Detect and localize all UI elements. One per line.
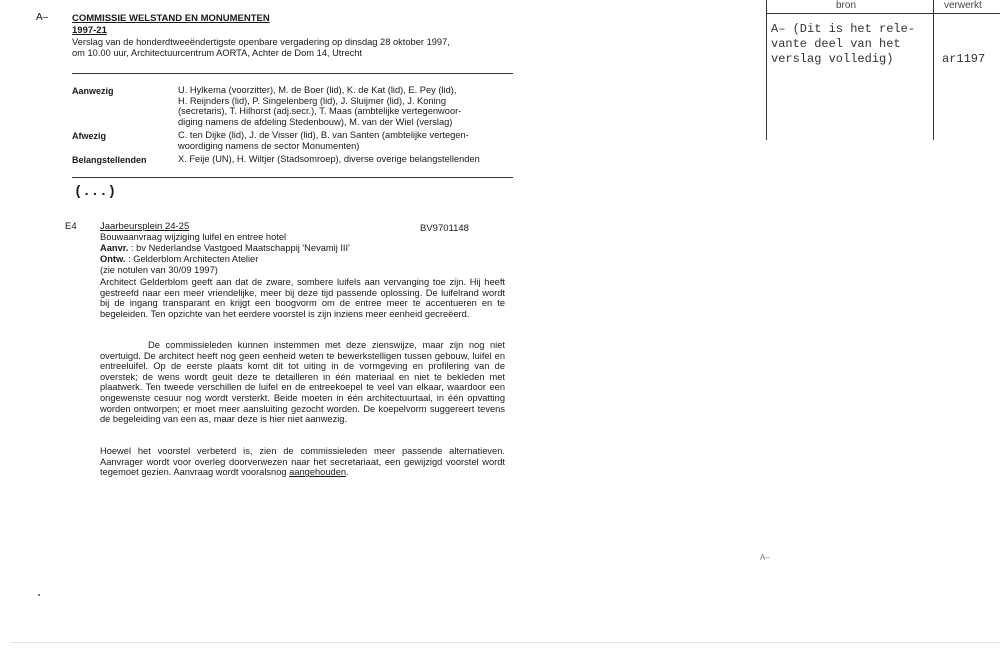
present-line: diging namens de afdeling Stedenbouw), M. van der Wiel (verslag) bbox=[178, 116, 453, 127]
item-subject: Bouwaanvraag wijziging luifel en entree hotel bbox=[100, 232, 287, 242]
item-designer bbox=[100, 254, 258, 264]
meeting-line-1: Verslag van de honderdtweeëndertigste openbare vergadering op dinsdag 28 oktober 1997, bbox=[72, 37, 450, 47]
item-code: E4 bbox=[65, 221, 77, 232]
table-header-rule bbox=[766, 13, 1000, 14]
applicant-label: Aanvr. bbox=[100, 243, 129, 253]
source-note-line: vante deel van het bbox=[771, 37, 901, 51]
table-left-border bbox=[766, 0, 767, 140]
present-list bbox=[178, 85, 461, 127]
source-note-line: A– (Dit is het rele- bbox=[771, 22, 916, 36]
stray-margin-mark: A– bbox=[760, 553, 770, 562]
present-line: (secretaris), T. Hilhorst (adj.secr.), T. Maas (ambtelijke vertegenwoor- bbox=[178, 106, 462, 117]
source-note-line: verslag volledig) bbox=[771, 52, 894, 66]
table-header-verwerkt: verwerkt bbox=[944, 0, 982, 11]
paragraph-text: Architect Gelderblom geeft aan dat de zware, sombere luifels aan vervanging toe zijn. Hij heeft gestreefd naar een meer vriendelijke, meer bij deze tijd passende oplossing. De luifelrand wordt bij de ingang transparant en krijgt een boogvorm om de entree meer te accentueren en te begeleiden. Ten opzichte van het eerdere voorstel is zijn inziens meer eenheid gecreëerd. bbox=[100, 277, 505, 319]
table-header-bron: bron bbox=[836, 0, 857, 11]
stakeholders-list bbox=[178, 154, 480, 165]
designer-value: : Gelderblom Architecten Atelier bbox=[125, 254, 259, 264]
item-paragraph-3 bbox=[100, 446, 505, 478]
scan-speck bbox=[38, 594, 40, 596]
paragraph-tail: . bbox=[346, 467, 349, 478]
absent-line: woordiging namens de sector Monumenten) bbox=[178, 140, 360, 151]
item-applicant bbox=[100, 243, 350, 253]
meeting-line-2: om 10.00 uur, Architectuurcentrum AORTA, Achter de Dom 14, Utrecht bbox=[72, 48, 363, 58]
present-line: U. Hylkema (voorzitter), M. de Boer (lid), K. de Kat (lid), E. Pey (lid), bbox=[178, 85, 457, 95]
designer-label: Ontw. bbox=[100, 254, 126, 264]
item-address: Jaarbeursplein 24-25 bbox=[100, 221, 190, 232]
decision-word: aangehouden bbox=[289, 467, 347, 478]
item-paragraph-2 bbox=[100, 340, 505, 425]
absent-line: C. ten Dijke (lid), J. de Visser (lid), B. van Santen (ambtelijke vertegen- bbox=[178, 130, 469, 140]
ellipsis-mark: (...) bbox=[74, 184, 117, 200]
paragraph-main: Hoewel het voorstel verbeterd is, zien de commissieleden meer passende alternatieven. Aanvrager wordt voor overleg doorverwezen naar het secretariaat, een gewijzigd voorstel wordt tegemoet gezien. Aanvraag wordt vooralsnog bbox=[100, 446, 505, 478]
item-note: (zie notulen van 30/09 1997) bbox=[100, 265, 218, 275]
item-paragraph-1 bbox=[100, 277, 505, 319]
source-note bbox=[771, 22, 915, 67]
attendance-divider bbox=[72, 177, 513, 178]
item-reference: BV9701148 bbox=[420, 223, 469, 234]
stakeholders-line: X. Feije (UN), H. Wiltjer (Stadsomroep), diverse overige belangstellenden bbox=[178, 154, 480, 164]
header-divider bbox=[72, 73, 513, 74]
paragraph-text bbox=[100, 446, 505, 478]
meeting-number: 1997-21 bbox=[72, 25, 107, 36]
paragraph-text: De commissieleden kunnen instemmen met deze zienswijze, maar zijn nog niet overtuigd. De architect heeft nog geen eenheid weten te bewerkstelligen tussen gebouw, luifel en entreeluifel. Op de eerste plaats komt dit tot uiting in de vormgeving en profilering van de overstek; de wens wordt geuit deze te detailleren in één materiaal en niet te bekleden met plaatwerk. Ten tweede verschillen de luifel en de entreekoepel te veel van elkaar, waardoor een ongewenste cesuur nog wordt versterkt. Beide moeten in één architectuurtaal, in één opvatting worden ontworpen; er moet meer aansluiting gezocht worden. De koepelvorm suggereert tevens de begeleiding van een as, maar deze is hier niet aanwezig. bbox=[100, 340, 505, 425]
present-line: H. Reijnders (lid), P. Singelenberg (lid), J. Sluijmer (lid), J. Koning bbox=[178, 95, 446, 106]
table-col-divider bbox=[933, 0, 934, 140]
margin-mark: A– bbox=[36, 12, 49, 23]
stakeholders-label: Belangstellenden bbox=[72, 155, 147, 165]
applicant-value: : bv Nederlandse Vastgoed Maatschappij 'Nevamij III' bbox=[128, 243, 350, 253]
page-bottom-edge bbox=[10, 642, 1000, 643]
absent-list bbox=[178, 130, 469, 151]
page-title: COMMISSIE WELSTAND EN MONUMENTEN bbox=[72, 13, 270, 24]
processed-code: ar1197 bbox=[942, 52, 986, 66]
present-label: Aanwezig bbox=[72, 86, 114, 96]
absent-label: Afwezig bbox=[72, 131, 107, 141]
